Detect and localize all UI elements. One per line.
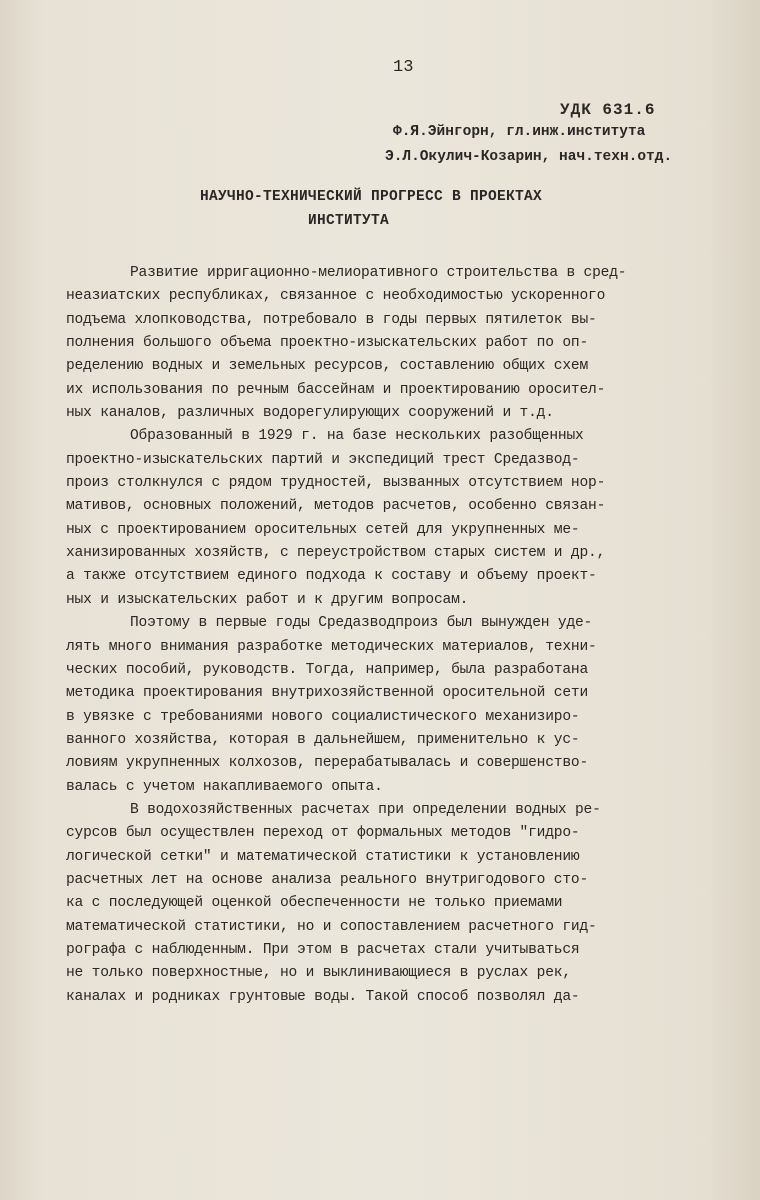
- text-line: валась с учетом накапливаемого опыта.: [66, 778, 383, 795]
- text-line: ных каналов, различных водорегулирующих сооружений и т.д.: [66, 405, 554, 422]
- text-line: математической статистики, но и сопоставлением расчетного гид-: [66, 918, 597, 935]
- text-line: каналах и родниках грунтовые воды. Такой способ позволял да-: [66, 988, 580, 1005]
- text-line: подъема хлопководства, потребовало в годы первых пятилеток вы-: [66, 311, 597, 328]
- text-line: проектно-изыскательских партий и экспедиций трест Средазвод-: [66, 451, 580, 468]
- text-line: их использования по речным бассейнам и проектированию оросител-: [66, 381, 606, 398]
- article-title-continued: ИНСТИТУТА: [308, 213, 390, 229]
- text-line: полнения большого объема проектно-изыскательских работ по оп-: [66, 335, 589, 352]
- text-line: сурсов был осуществлен переход от формальных методов "гидро-: [66, 825, 580, 842]
- text-line: ческих пособий, руководств. Тогда, например, была разработана: [66, 661, 589, 678]
- paragraph-first-line: Развитие ирригационно-мелиоративного строительства в сред-: [130, 265, 627, 281]
- paragraph-first-line: Поэтому в первые годы Средазводпроиз был вынужден уде-: [130, 615, 593, 632]
- text-line: ных с проектированием оросительных сетей для укрупненных ме-: [66, 521, 580, 538]
- page-number: 13: [393, 58, 414, 77]
- udk-code: УДК 631.6: [560, 101, 656, 119]
- text-line: методика проектирования внутрихозяйственной оросительной сети: [66, 685, 589, 702]
- text-line: в увязке с требованиями нового социалистического механизиро-: [66, 708, 580, 725]
- paragraph-first-line: В водохозяйственных расчетах при определении водных ре-: [130, 801, 601, 818]
- text-line: мативов, основных положений, методов расчетов, особенно связан-: [66, 498, 606, 515]
- author-line: Ф.Я.Эйнгорн, гл.инж.института: [393, 124, 646, 140]
- text-line: неазиатских республиках, связанное с необходимостью ускоренного: [66, 288, 606, 305]
- text-line: ханизированных хозяйств, с переустройством старых систем и др.,: [66, 545, 606, 562]
- text-line: а также отсутствием единого подхода к составу и объему проект-: [66, 568, 597, 585]
- author-line: Э.Л.Окулич-Козарин, нач.техн.отд.: [385, 149, 673, 165]
- text-line: произ столкнулся с рядом трудностей, вызванных отсутствием нор-: [66, 475, 606, 492]
- text-line: не только поверхностные, но и выклинивающиеся в руслах рек,: [66, 965, 571, 982]
- paragraph-first-line: Образованный в 1929 г. на базе нескольких разобщенных: [130, 428, 584, 445]
- text-line: лять много внимания разработке методических материалов, техни-: [66, 638, 597, 655]
- text-line: ванного хозяйства, которая в дальнейшем, применительно к ус-: [66, 731, 580, 748]
- body-text: [66, 262, 746, 1009]
- text-line: логической сетки" и математической статистики к установлению: [66, 848, 580, 865]
- text-line: ных и изыскательских работ и к другим вопросам.: [66, 591, 469, 608]
- text-line: ловиям укрупненных колхозов, перерабатывалась и совершенство-: [66, 755, 589, 772]
- text-line: ка с последующей оценкой обеспеченности не только приемами: [66, 895, 563, 912]
- text-line: ределению водных и земельных ресурсов, составлению общих схем: [66, 358, 589, 375]
- text-line: рографа с наблюденным. При этом в расчетах стали учитываться: [66, 941, 580, 958]
- text-line: расчетных лет на основе анализа реального внутригодового сто-: [66, 871, 589, 888]
- article-title: НАУЧНО-ТЕХНИЧЕСКИЙ ПРОГРЕСС В ПРОЕКТАХ: [200, 189, 543, 205]
